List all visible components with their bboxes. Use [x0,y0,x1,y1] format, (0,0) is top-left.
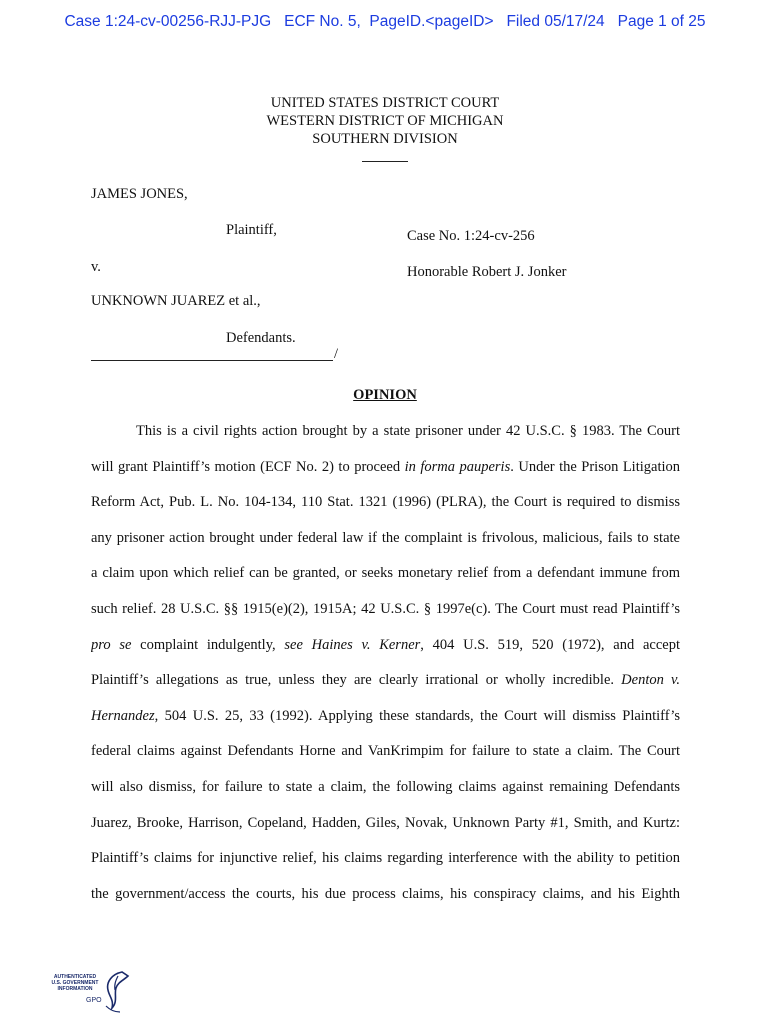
judge-name: Honorable Robert J. Jonker [407,264,567,280]
header-page-count: Page 1 of 25 [617,13,706,30]
opinion-line: will grant Plaintiff’s motion (ECF No. 2) to proceed in forma pauperis. Under the Prison Litigation [91,458,680,475]
opinion-line: Juarez, Brooke, Harrison, Copeland, Hadden, Giles, Novak, Unknown Party #1, Smith, and Kurtz: [91,814,680,831]
opinion-line: Plaintiff’s allegations as true, unless they are clearly irrational or wholly incredible. Denton v. [91,672,680,689]
header-ecf-number: ECF No. 5, [284,13,361,30]
caption-rule [91,360,333,361]
court-heading [0,94,770,167]
seal-gpo-label: GPO [86,997,102,1004]
opinion-line: Plaintiff’s claims for injunctive relief, his claims regarding interference with the ability to petition [91,850,680,867]
opinion-line: This is a civil rights action brought by a state prisoner under 42 U.S.C. § 1983. The Court [136,423,680,439]
opinion-line: Hernandez, 504 U.S. 25, 33 (1992). Applying these standards, the Court will dismiss Plaintiff’s [91,707,680,724]
caption-underline [91,346,339,364]
opinion-line: federal claims against Defendants Horne and VanKrimpim for failure to state a claim. The Court [91,743,680,760]
opinion-line: pro se complaint indulgently, see Haines v. Kerner, 404 U.S. 519, 520 (1972), and accept [91,636,680,653]
opinion-line: will also dismiss, for failure to state a claim, the following claims against remaining Defendants [91,779,680,795]
plaintiff-name: JAMES JONES, [91,186,188,202]
opinion-line: Reform Act, Pub. L. No. 104-134, 110 Stat. 1321 (1996) (PLRA), the Court is required to dismiss [91,494,680,511]
header-pageid: PageID.<pageID> [369,13,494,30]
header-filed-date: Filed 05/17/24 [506,13,605,30]
defendant-name: UNKNOWN JUAREZ et al., [91,293,261,309]
ecf-header [0,13,770,31]
case-number: Case No. 1:24-cv-256 [407,228,535,244]
opinion-line: a claim upon which relief can be granted, or seeks monetary relief from a defendant immune from [91,565,680,582]
plaintiff-role: Plaintiff, [226,222,277,238]
gpo-eagle-icon [100,970,130,1014]
seal-text: AUTHENTICATED U.S. GOVERNMENT INFORMATION [51,974,99,992]
opinion-line: any prisoner action brought under federal law if the complaint is frivolous, malicious, fails to state [91,529,680,546]
opinion-line: such relief. 28 U.S.C. §§ 1915(e)(2), 1915A; 42 U.S.C. § 1997e(c). The Court must read Plaintiff’s [91,601,680,617]
gpo-authentication-seal [44,970,134,1016]
heading-divider [362,148,408,162]
court-name: UNITED STATES DISTRICT COURT [270,95,500,111]
opinion-line: the government/access the courts, his due process claims, his conspiracy claims, and his Eighth [91,885,680,902]
court-division: SOUTHERN DIVISION [312,131,458,147]
defendant-role: Defendants. [226,330,296,346]
header-case-number: Case 1:24-cv-00256-RJJ-PJG [64,13,272,30]
versus: v. [91,259,101,275]
opinion-title: OPINION [353,387,417,403]
caption-slash: / [334,346,339,362]
court-district: WESTERN DISTRICT OF MICHIGAN [266,113,504,129]
